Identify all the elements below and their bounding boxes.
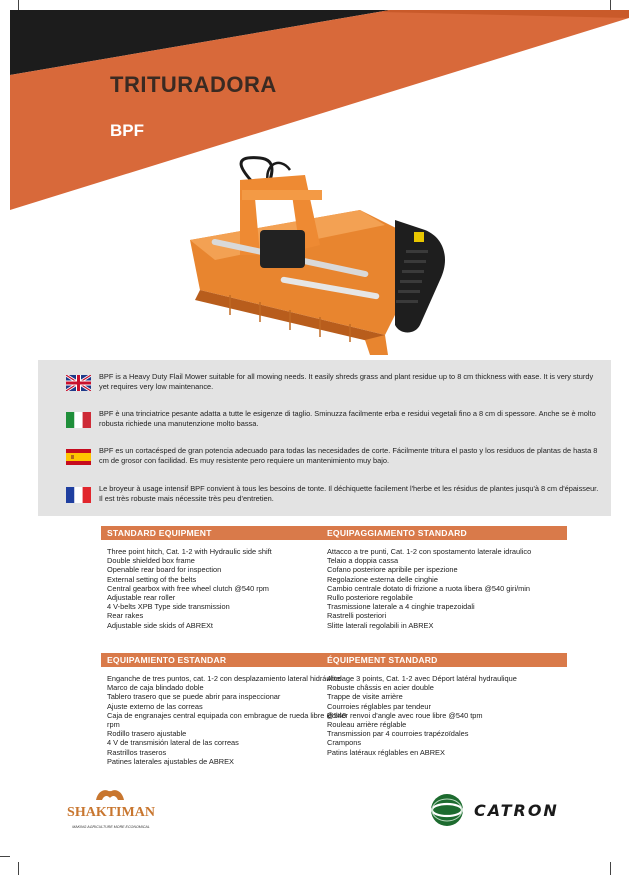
list-item: Openable rear board for inspection [107, 565, 222, 575]
section-equipamiento-estandar [101, 653, 347, 766]
list-item: Double shielded box frame [107, 556, 195, 566]
equipment-list [327, 674, 567, 757]
section-equipement-standard [321, 653, 567, 757]
list-item: Rastrelli posteriori [327, 611, 387, 621]
equipment-list [107, 547, 347, 630]
list-item: Patins latéraux réglables en ABREX [327, 747, 445, 757]
list-item: Enganche de tres puntos, cat. 1-2 con desplazamiento lateral hidráulico [107, 674, 342, 683]
list-item: Adjustable rear roller [107, 593, 176, 603]
section-standard-equipment [101, 526, 347, 630]
section-equipaggiamento-standard [321, 526, 567, 630]
equipment-list [107, 674, 347, 766]
flail-mower-image [170, 150, 470, 360]
logo-tagline: MAKING AGRICULTURE MORE ECONOMICAL [72, 825, 150, 829]
list-item: Caja de engranajes central equipada con embrague de rueda libre @540 rpm [107, 710, 347, 730]
page-title: TRITURADORA [110, 72, 277, 97]
list-item: Slitte laterali regolabili in ABREX [327, 620, 434, 630]
logo-text: SHAKTIMAN [67, 805, 155, 820]
list-item: 4 V-belts XPB Type side transmission [107, 602, 230, 612]
description-spanish [66, 446, 601, 466]
equipment-list [327, 547, 567, 630]
list-item: Trasmissione laterale a 4 cinghie trapezoidali [327, 602, 475, 612]
crop-mark [18, 862, 19, 875]
section-title: EQUIPAGGIAMENTO STANDARD [321, 526, 567, 540]
description-french [66, 484, 601, 504]
list-item: Three point hitch, Cat. 1-2 with Hydraulic side shift [107, 547, 272, 556]
list-item: Trappe de visite arrière [327, 692, 403, 702]
catron-logo [430, 793, 606, 827]
list-item: Crampons [327, 738, 362, 748]
italy-flag-icon [66, 412, 91, 428]
description-text: BPF es un cortacésped de gran potencia adecuado para todas las necesidades de corte. Fácilmente tritura el pasto y los residuos de plantas de hasta 8 cm de grosor con facilidad. Es muy resistente pero requiere un mantenimiento muy bajo. [99, 446, 598, 465]
section-title: ÉQUIPEMENT STANDARD [321, 653, 567, 667]
list-item: Attacco a tre punti, Cat. 1-2 con spostamento laterale idraulico [327, 547, 532, 556]
section-title: EQUIPAMIENTO ESTANDAR [101, 653, 347, 667]
description-text: BPF is a Heavy Duty Flail Mower suitable for all mowing needs. It easily shreds grass and plant residue up to 8 cm thickness with ease. It is very sturdy yet requires very low maintenance. [99, 372, 594, 391]
shaktiman-logo [66, 786, 156, 832]
list-item: Marco de caja blindado doble [107, 683, 204, 693]
list-item: Cambio centrale dotato di frizione a ruota libera @540 giri/min [327, 583, 531, 593]
description-panel [38, 360, 611, 516]
list-item: Adjustable side skids of ABREXt [107, 620, 213, 630]
list-item: 4 V de transmisión lateral de las correas [107, 738, 239, 748]
crop-mark [610, 862, 611, 875]
section-title: STANDARD EQUIPMENT [101, 526, 347, 540]
model-name: BPF [110, 121, 144, 140]
list-item: External setting of the belts [107, 574, 197, 584]
list-item: Patines laterales ajustables de ABREX [107, 756, 234, 766]
uk-flag-icon [66, 375, 91, 391]
crop-mark [0, 856, 10, 857]
list-item: Transmission par 4 courroies trapézoïdales [327, 729, 469, 739]
list-item: Cofano posteriore apribile per ispezione [327, 565, 458, 575]
description-text: BPF è una trinciatrice pesante adatta a tutte le esigenze di taglio. Sminuzza facilmente erba e residui vegetali fino a 8 cm di spessore. Anche se è molto robusta richiede una manutenzione molto bassa. [99, 409, 596, 428]
list-item: Attelage 3 points, Cat. 1-2 avec Déport latéral hydraulique [327, 674, 517, 683]
list-item: Courroies réglables par tendeur [327, 701, 431, 711]
logo-text: CATRON [474, 801, 559, 820]
description-english [66, 372, 601, 392]
description-italian [66, 409, 601, 429]
france-flag-icon [66, 487, 91, 503]
list-item: Rear rakes [107, 611, 144, 621]
spain-flag-icon [66, 449, 91, 465]
list-item: Telaio a doppia cassa [327, 556, 399, 566]
list-item: Central gearbox with free wheel clutch @540 rpm [107, 583, 269, 593]
list-item: Tablero trasero que se puede abrir para inspeccionar [107, 692, 281, 702]
description-text: Le broyeur à usage intensif BPF convient à tous les besoins de tonte. Il déchiquette facilement l'herbe et les résidus de plantes jusqu'à 8 cm d'épaisseur. Il est très robuste mais nécessite très peu d'entretien. [99, 484, 599, 503]
list-item: Boitier renvoi d'angle avec roue libre @540 tpm [327, 710, 483, 720]
list-item: Regolazione esterna delle cinghie [327, 574, 438, 584]
list-item: Ajuste externo de las correas [107, 701, 203, 711]
list-item: Rouleau arrière réglable [327, 720, 407, 730]
list-item: Rodillo trasero ajustable [107, 729, 187, 739]
list-item: Rullo posteriore regolabile [327, 593, 413, 603]
list-item: Rastrillos traseros [107, 747, 167, 757]
list-item: Robuste châssis en acier double [327, 683, 434, 693]
